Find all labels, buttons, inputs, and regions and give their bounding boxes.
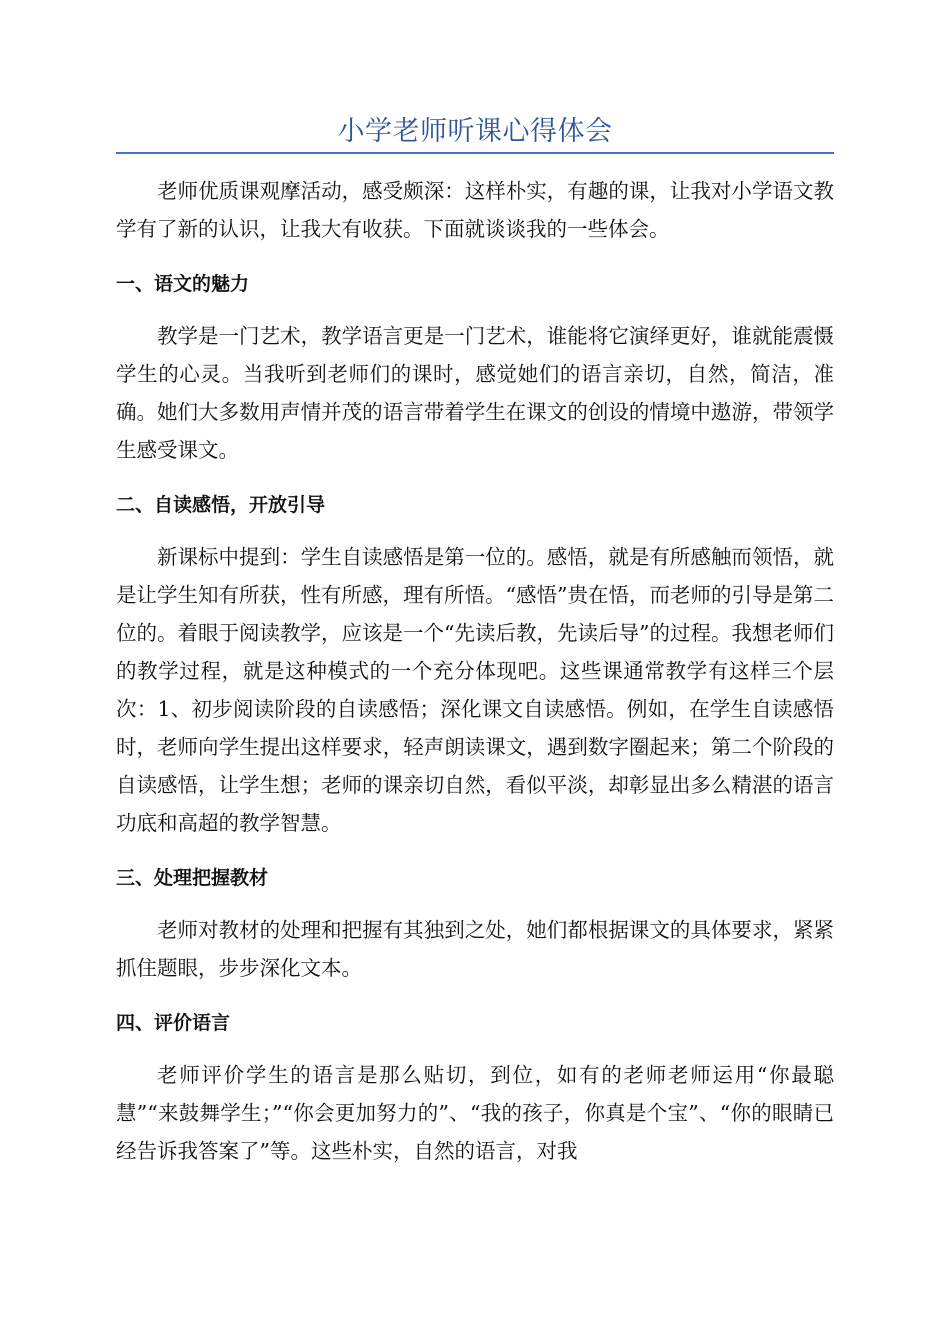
- section-heading-1: 一、语文的魅力: [116, 273, 250, 295]
- section-body-4: 老师评价学生的语言是那么贴切，到位，如有的老师老师运用“你最聪慧”“来鼓舞学生；”“你会更加努力的”、“我的孩子，你真是个宝”、“你的眼睛已经告诉我答案了”等。这些朴实，自然的语言，对我: [116, 1063, 834, 1163]
- section-heading-3: 三、处理把握教材: [116, 867, 269, 889]
- section-body-1: 教学是一门艺术，教学语言更是一门艺术，谁能将它演绎更好，谁就能震慑学生的心灵。当我听到老师们的课时，感觉她们的语言亲切，自然，简洁，准确。她们大多数用声情并茂的语言带着学生在课文的创设的情境中遨游，带领学生感受课文。: [116, 324, 834, 462]
- title-underline: [116, 152, 834, 154]
- document-title: 小学老师听课心得体会: [337, 116, 613, 147]
- section-body-3: 老师对教材的处理和把握有其独到之处，她们都根据课文的具体要求，紧紧抓住题眼，步步深化文本。: [116, 918, 834, 980]
- document-page: [116, 0, 834, 1170]
- section-heading-4: 四、评价语言: [116, 1012, 231, 1034]
- section-body-2: 新课标中提到：学生自读感悟是第一位的。感悟，就是有所感触而领悟，就是让学生知有所获，性有所感，理有所悟。“感悟”贵在悟，而老师的引导是第二位的。着眼于阅读教学，应该是一个“先读后教，先读后导”的过程。我想老师们的教学过程，就是这种模式的一个充分体现吧。这些课通常教学有这样三个层次：1、初步阅读阶段的自读感悟；深化课文自读感悟。例如，在学生自读感悟时，老师向学生提出这样要求，轻声朗读课文，遇到数字圈起来；第二个阶段的自读感悟，让学生想；老师的课亲切自然，看似平淡，却彰显出多么精湛的语言功底和高超的教学智慧。: [116, 545, 834, 835]
- intro-paragraph: 老师优质课观摩活动，感受颇深：这样朴实，有趣的课，让我对小学语文教学有了新的认识，让我大有收获。下面就谈谈我的一些体会。: [116, 179, 834, 241]
- section-heading-2: 二、自读感悟，开放引导: [116, 494, 326, 516]
